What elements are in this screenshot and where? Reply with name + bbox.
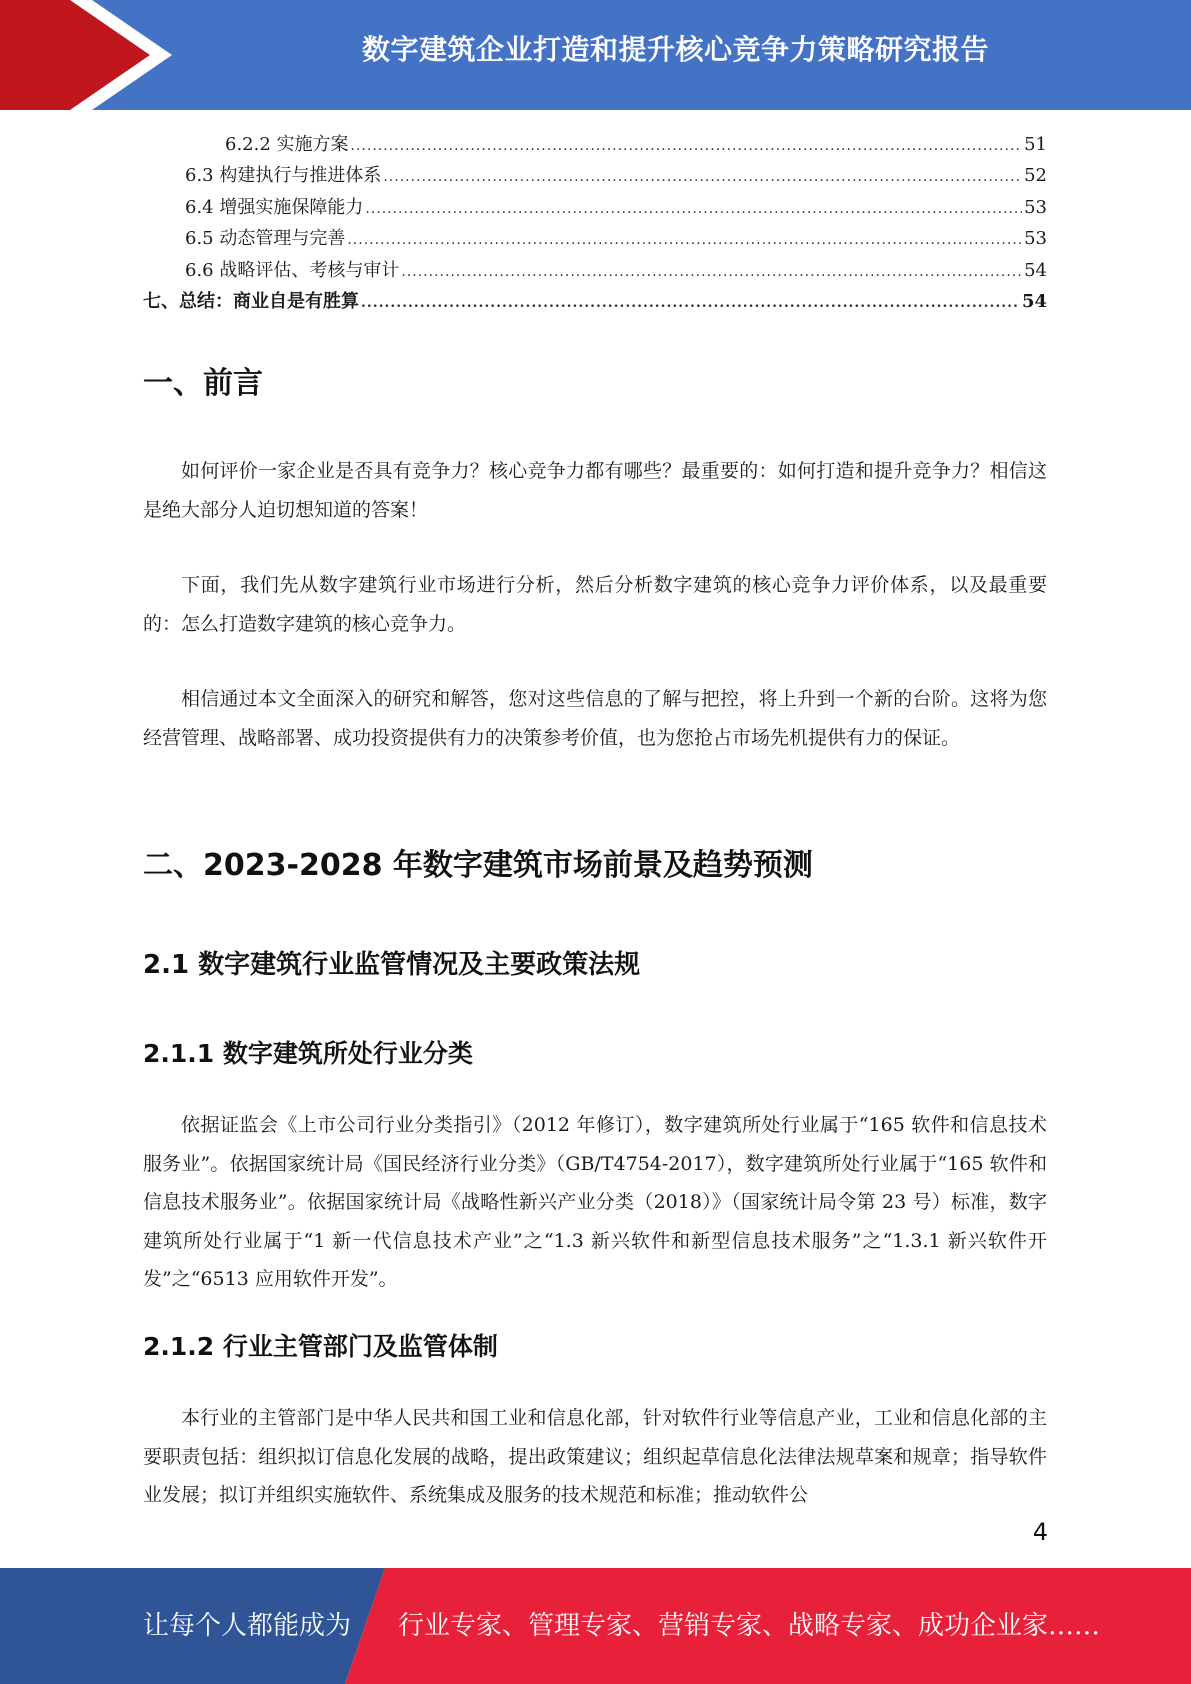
- toc-leader-dots: [383, 162, 1022, 193]
- toc-entry[interactable]: [143, 286, 1047, 317]
- toc-entry-label: 七、总结：商业自是有胜算: [143, 290, 359, 312]
- toc-entry[interactable]: [143, 129, 1047, 160]
- toc-entry-page: 53: [1024, 196, 1047, 218]
- toc-entry-label: 6.6 战略评估、考核与审计: [185, 259, 400, 281]
- paragraph-industry-classification: 依据证监会《上市公司行业分类指引》（2012 年修订），数字建筑所处行业属于“165 软件和信息技术服务业”。依据国家统计局《国民经济行业分类》（GB/T4754-2017），数字建筑所处行业属于“165 软件和信息技术服务业”。依据国家统计局《战略性新兴产业分类（2018）》（国家统计局令第 23 号）标准，数字建筑所处行业属于“1 新一代信息技术产业”之“1.3 新兴软件和新型信息技术服务”之“1.3.1 新兴软件开发”之“6513 应用软件开发”。: [143, 1114, 1047, 1290]
- footer-slogan-left: 让每个人都能成为: [143, 1611, 352, 1641]
- toc-entry-page: 51: [1024, 134, 1047, 155]
- toc-entry[interactable]: [143, 160, 1047, 191]
- header-banner: [0, 0, 1191, 110]
- toc-entry-label: 6.2.2 实施方案: [225, 134, 349, 155]
- toc-entry-label: 6.5 动态管理与完善: [185, 228, 346, 250]
- toc-leader-dots: [401, 257, 1022, 288]
- toc-entry[interactable]: [143, 192, 1047, 223]
- paragraph-intro-2: 下面，我们先从数字建筑行业市场进行分析，然后分析数字建筑的核心竞争力评价体系，以及最重要的：怎么打造数字建筑的核心竞争力。: [143, 574, 1047, 635]
- footer-slogan-right: 行业专家、管理专家、营销专家、战略专家、成功企业家……: [398, 1611, 1101, 1641]
- footer-banner: [0, 1568, 1191, 1684]
- heading-2-1-2: 2.1.2 行业主管部门及监管体制: [143, 1332, 498, 1361]
- heading-2-1: 2.1 数字建筑行业监管情况及主要政策法规: [143, 950, 641, 980]
- paragraph-intro-1: 如何评价一家企业是否具有竞争力？核心竞争力都有哪些？最重要的：如何打造和提升竞争力？相信这是绝大部分人迫切想知道的答案！: [143, 460, 1047, 521]
- toc-entry-page: 54: [1024, 259, 1047, 281]
- toc-leader-dots: [351, 131, 1023, 162]
- heading-2-1-1: 2.1.1 数字建筑所处行业分类: [143, 1039, 473, 1068]
- page-number: 4: [1032, 1518, 1048, 1546]
- toc-entry-label: 6.4 增强实施保障能力: [185, 196, 364, 218]
- table-of-contents: [143, 129, 1047, 317]
- toc-entry-page: 54: [1021, 290, 1047, 312]
- paragraph-regulator: 本行业的主管部门是中华人民共和国工业和信息化部，针对软件行业等信息产业，工业和信息化部的主要职责包括：组织拟订信息化发展的战略，提出政策建议；组织起草信息化法律法规草案和规章；指导软件业发展；拟订并组织实施软件、系统集成及服务的技术规范和标准；推动软件公: [143, 1407, 1047, 1506]
- toc-leader-dots: [365, 194, 1022, 225]
- toc-entry-page: 52: [1024, 165, 1047, 187]
- header-title: 数字建筑企业打造和提升核心竞争力策略研究报告: [361, 33, 989, 66]
- toc-leader-dots: [361, 288, 1020, 319]
- heading-market-outlook: 二、2023-2028 年数字建筑市场前景及趋势预测: [143, 848, 813, 883]
- toc-entry-label: 6.3 构建执行与推进体系: [185, 165, 382, 187]
- toc-entry-page: 53: [1024, 228, 1047, 250]
- toc-leader-dots: [347, 225, 1022, 256]
- toc-entry[interactable]: [143, 255, 1047, 286]
- toc-entry[interactable]: [143, 223, 1047, 254]
- heading-preface: 一、前言: [143, 366, 263, 401]
- paragraph-intro-3: 相信通过本文全面深入的研究和解答，您对这些信息的了解与把控，将上升到一个新的台阶。这将为您经营管理、战略部署、成功投资提供有力的决策参考价值，也为您抢占市场先机提供有力的保证。: [143, 688, 1047, 749]
